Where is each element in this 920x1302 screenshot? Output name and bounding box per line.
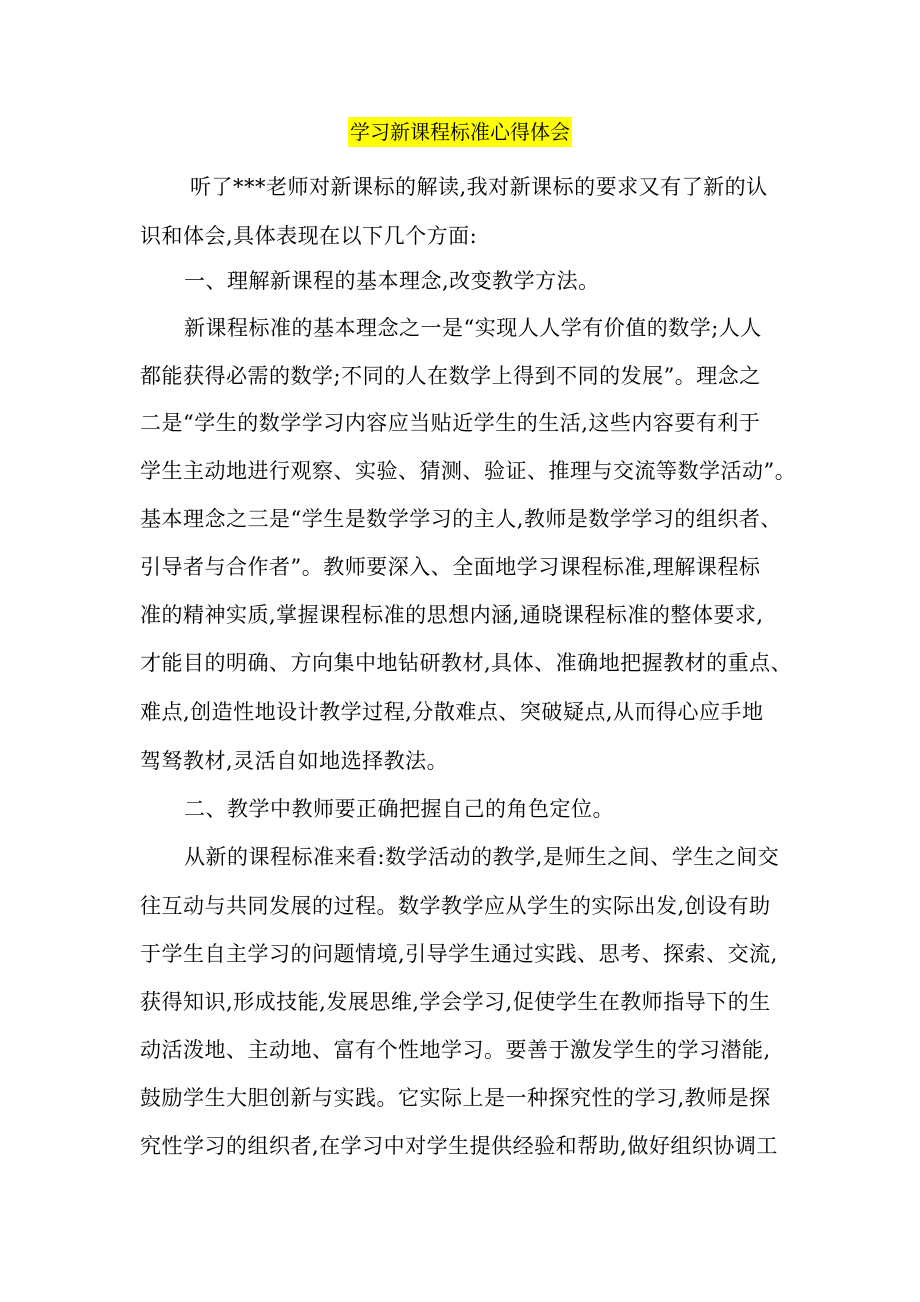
- paragraph-line: 获得知识,形成技能,发展思维,学会学习,促使学生在教师指导下的生: [140, 990, 771, 1014]
- paragraph-line: 鼓励学生大胆创新与实践。它实际上是一种探究性的学习,教师是探: [140, 1086, 771, 1110]
- paragraph-line: 二是“学生的数学学习内容应当贴近学生的生活,这些内容要有利于: [140, 411, 761, 435]
- paragraph-line: 听了***老师对新课标的解读,我对新课标的要求又有了新的认: [190, 175, 768, 199]
- paragraph-line: 准的精神实质,掌握课程标准的思想内涵,通晓课程标准的整体要求,: [140, 603, 764, 627]
- paragraph-line: 识和体会,具体表现在以下几个方面:: [140, 224, 478, 248]
- paragraph-line: 往互动与共同发展的过程。数学教学应从学生的实际出发,创设有助: [140, 894, 771, 918]
- paragraph-line: 难点,创造性地设计教学过程,分散难点、突破疑点,从而得心应手地: [140, 700, 764, 724]
- title-container: [0, 117, 920, 147]
- paragraph-line: 引导者与合作者”。教师要深入、全面地学习课程标准,理解课程标: [140, 555, 761, 579]
- paragraph-line: 动活泼地、主动地、富有个性地学习。要善于激发学生的学习潜能,: [140, 1038, 771, 1062]
- section-heading: 二、教学中教师要正确把握自己的角色定位。: [184, 797, 614, 821]
- paragraph-line: 新课程标准的基本理念之一是“实现人人学有价值的数学;人人: [184, 316, 762, 340]
- paragraph-line: 基本理念之三是“学生是数学学习的主人,教师是数学学习的组织者、: [140, 507, 782, 531]
- paragraph-line: 学生主动地进行观察、实验、猜测、验证、推理与交流等数学活动”。: [140, 459, 797, 483]
- paragraph-line: 于学生自主学习的问题情境,引导学生通过实践、思考、探索、交流,: [140, 942, 778, 966]
- section-heading: 一、理解新课程的基本理念,改变教学方法。: [184, 269, 600, 293]
- paragraph-line: 都能获得必需的数学;不同的人在数学上得到不同的发展”。理念之: [140, 364, 761, 388]
- document-title: 学习新课程标准心得体会: [348, 117, 572, 147]
- paragraph-line: 从新的课程标准来看:数学活动的教学,是师生之间、学生之间交: [184, 845, 780, 869]
- paragraph-line: 驾驽教材,灵活自如地选择教法。: [140, 749, 449, 773]
- paragraph-line: 究性学习的组织者,在学习中对学生提供经验和帮助,做好组织协调工: [140, 1134, 778, 1158]
- paragraph-line: 才能目的明确、方向集中地钻研教材,具体、准确地把握教材的重点、: [140, 651, 793, 675]
